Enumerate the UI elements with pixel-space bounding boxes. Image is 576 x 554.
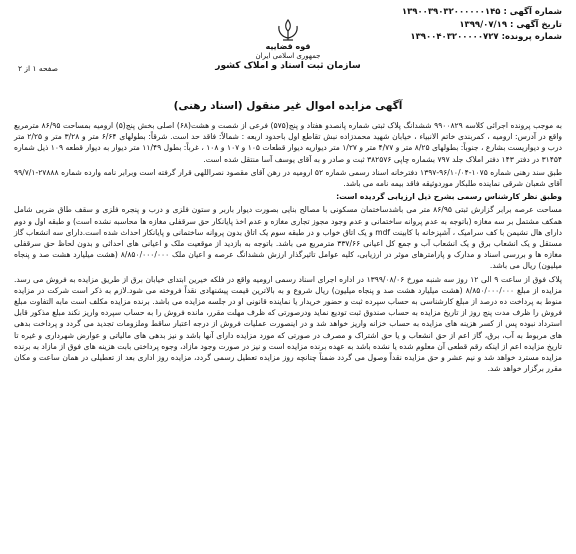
judiciary-name: قوه قضاییه (265, 42, 311, 51)
paragraph-auction-terms: پلاک فوق از ساعت ۹ الی ۱۲ روز سه شنبه مورخ ۱۳۹۹/۰۸/۰۶ در اداره اجرای اسناد رسمی ارومیه واقع در فلکه خیرین ابتدای خیابان برق از طریق مزایده به فروش می رسد. مزایده از مبلغ ۸/۸۵۰/۰۰۰/۰۰۰ (هشت میلیارد هشت صد و پنجاه میلیون) ریال شروع و به بالاترین قیمت پیشنهادی نقداً فروخته می شود.لازم به ذکر است شرکت در مزایده منوط به پرداخت ده درصد از مبلغ کارشناسی به حساب سپرده ثبت و حضور خریدار یا نماینده قانونی او در جلسه مزایده می باشد. برنده مزایده مکلف است مابه التفاوت مبلغ فروش را ظرف مدت پنج روز از تاریخ مزایده به حساب صندوق ثبت تودیع نماید ودرصورتی که ظرف مهلت مقرر، مانده فروش را به حساب سپرده واریز نکند مبلغ مذکور قابل استرداد نبوده پس از کسر هزینه های مزایده به حساب خزانه واریز خواهد شد و در اینصورت عملیات فروش از درجه اعتبار ساقط وملزومات تجدید می گردد و پرداخت بدهی های مربوط به آب، برق، گاز اعم از حق انشعاب و یا حق اشتراک و مصرف در صورتی که مورد مزایده دارای آنها باشد و نیز بدهی های مالیاتی و عوارض شهرداری و غیره تا تاریخ مزایده اعم از اینکه رقم قطعی آن معلوم شده یا نشده باشد به عهده برنده مزایده است و نیز در صورت وجود مازاد، وجوه پرداختی بابت هزینه های فوق از مازاد به برنده مزایده مسترد خواهد شد و نیم عشر و حق مزایده نقداً وصول می گردد ضمناً چنانچه روز مزایده تعطیل رسمی گردد، مزایده روز اداری بعد از تعطیلی در همان ساعت و مکان مقرر برگزار خواهد شد. (14, 274, 562, 374)
notice-number: شماره آگهی : ۱۳۹۰۰۳۹۰۳۲۰۰۰۰۰۰۱۴۵ (401, 7, 562, 17)
notice-body (14, 120, 562, 376)
judiciary-emblem-icon (273, 18, 303, 42)
paragraph-property: به موجب پرونده اجرائی کلاسه ۹۹۰۰۸۲۹ ششدانگ پلاک ثبتی شماره پانصدو هفتاد و پنج(۵۷۵) فرعی از شصت و هشت(۶۸) اصلی بخش پنج(۵) ارومیه بمساحت ۸۶/۹۵ مترمربع واقع در آدرس: ارومیه ، کمربندی خاتم الانبیاء ، خیابان شهید محمدزاده نبش تقاطع اول باحدود اربعه : شمالاً: فاقد حد است. شرقاً: بطولهای ۶/۶۴ متر و ۳/۲۸ متر و ۲/۲۵ متر درب و دیواریست بشارع ، جنوباً: بطولهای ۸/۲۵ متر و ۴/۷۷ متر و ۱/۲۷ متر دیواریه دیوار قطعات ۱۰۵ و ۱۰۷ و ۱۰۸ ، غرباً: بطول ۱۱/۴۹ متر دیوار به دیوار قطعه ۱۰۹ ذیل شماره ۳۱۴۵۴ در دفتر ۱۴۳ دفتر املاک جلد ۷۹۷ بشماره چاپی ۳۸۲۵۷۶ ثبت و صادر و به آقای یوسف آسا منتقل شده است. (14, 121, 563, 164)
notice-date: تاریخ آگهی : ۱۳۹۹/۰۷/۱۹ (459, 19, 562, 30)
page-title: آگهی مزایده اموال غیر منقول (اسناد رهنی) (173, 100, 403, 112)
file-number: شماره پرونده: ۱۳۹۰۰۴۰۳۲۰۰۰۰۰۷۲۷ (410, 32, 562, 42)
paragraph-appraisal-intro: وطبق نظر کارشناس رسمی بشرح ذیل ارزیابی گردیده است: (336, 192, 562, 202)
republic-name: جمهوری اسلامی ایران (255, 52, 321, 60)
page-number: صفحه ۱ از ۲ (18, 64, 58, 73)
organization-name: سازمان ثبت اسناد و املاک کشور (215, 61, 361, 71)
notice-meta (402, 6, 562, 44)
paragraph-appraisal: مساحت عرصه برابر گزارش ثبتی ۸۶/۹۵ متر می باشدساختمان مسکونی با مصالح بنایی بصورت دیوار باربر و ستون فلزی و درب و پنجره فلزی و سقف طاق ضربی شامل همکف مشتمل بر سه مغازه (باتوجه به عدم پروانه ساختمانی و عدم وجود مجوز تجاری مغازه و عدم اخذ پایانکار حق سرقفلی مغازه ها محاسبه نشده است) و طبقه اول و دوم دارای هال نشیمن با کف سرامیک ، آشپزخانه با کابینت mdf و یک اتاق خواب و در طبقه سوم یک اتاق بدون پروانه ساختمانی و پایانکار احداث شده است.دارای سه انشعاب گاز مستقل و یک انشعاب برق و یک انشعاب آب و جمع کل اعیانی ۳۳۷/۶۶ مترمربع می باشد. باتوجه به بازدید از موقعیت ملک و اعیانی های احداثی و بدون لحاظ حق سرقفلی مغازه ها و بررسی اسناد و مدارک و پارامترهای موثر در ارزیابی، کلیه عوامل تاثیرگذار ارزش ششدانگ عرصه و اعیان ملک ۸/۸۵۰/۰۰۰/۰۰۰ (هشت میلیارد هشت صد و پنجاه میلیون) ریال می باشد. (14, 205, 563, 271)
emblem-block (198, 18, 378, 71)
paragraph-mortgage: طبق سند رهنی شماره ۱۰۷۵-۹۶/۱۰/۰۴-۱۳۹۷ دفترخانه اسناد رسمی شماره ۵۲ ارومیه در رهن آقای مقصود نصراللهی قرار گرفته است وبرابر نامه وارده شماره ۲۷۸۸۸-۹۹/۷/۱ آقای شعبان شرقی نماینده طلبکار موردوثیقه فاقد بیمه نامه می باشد. (14, 167, 562, 189)
